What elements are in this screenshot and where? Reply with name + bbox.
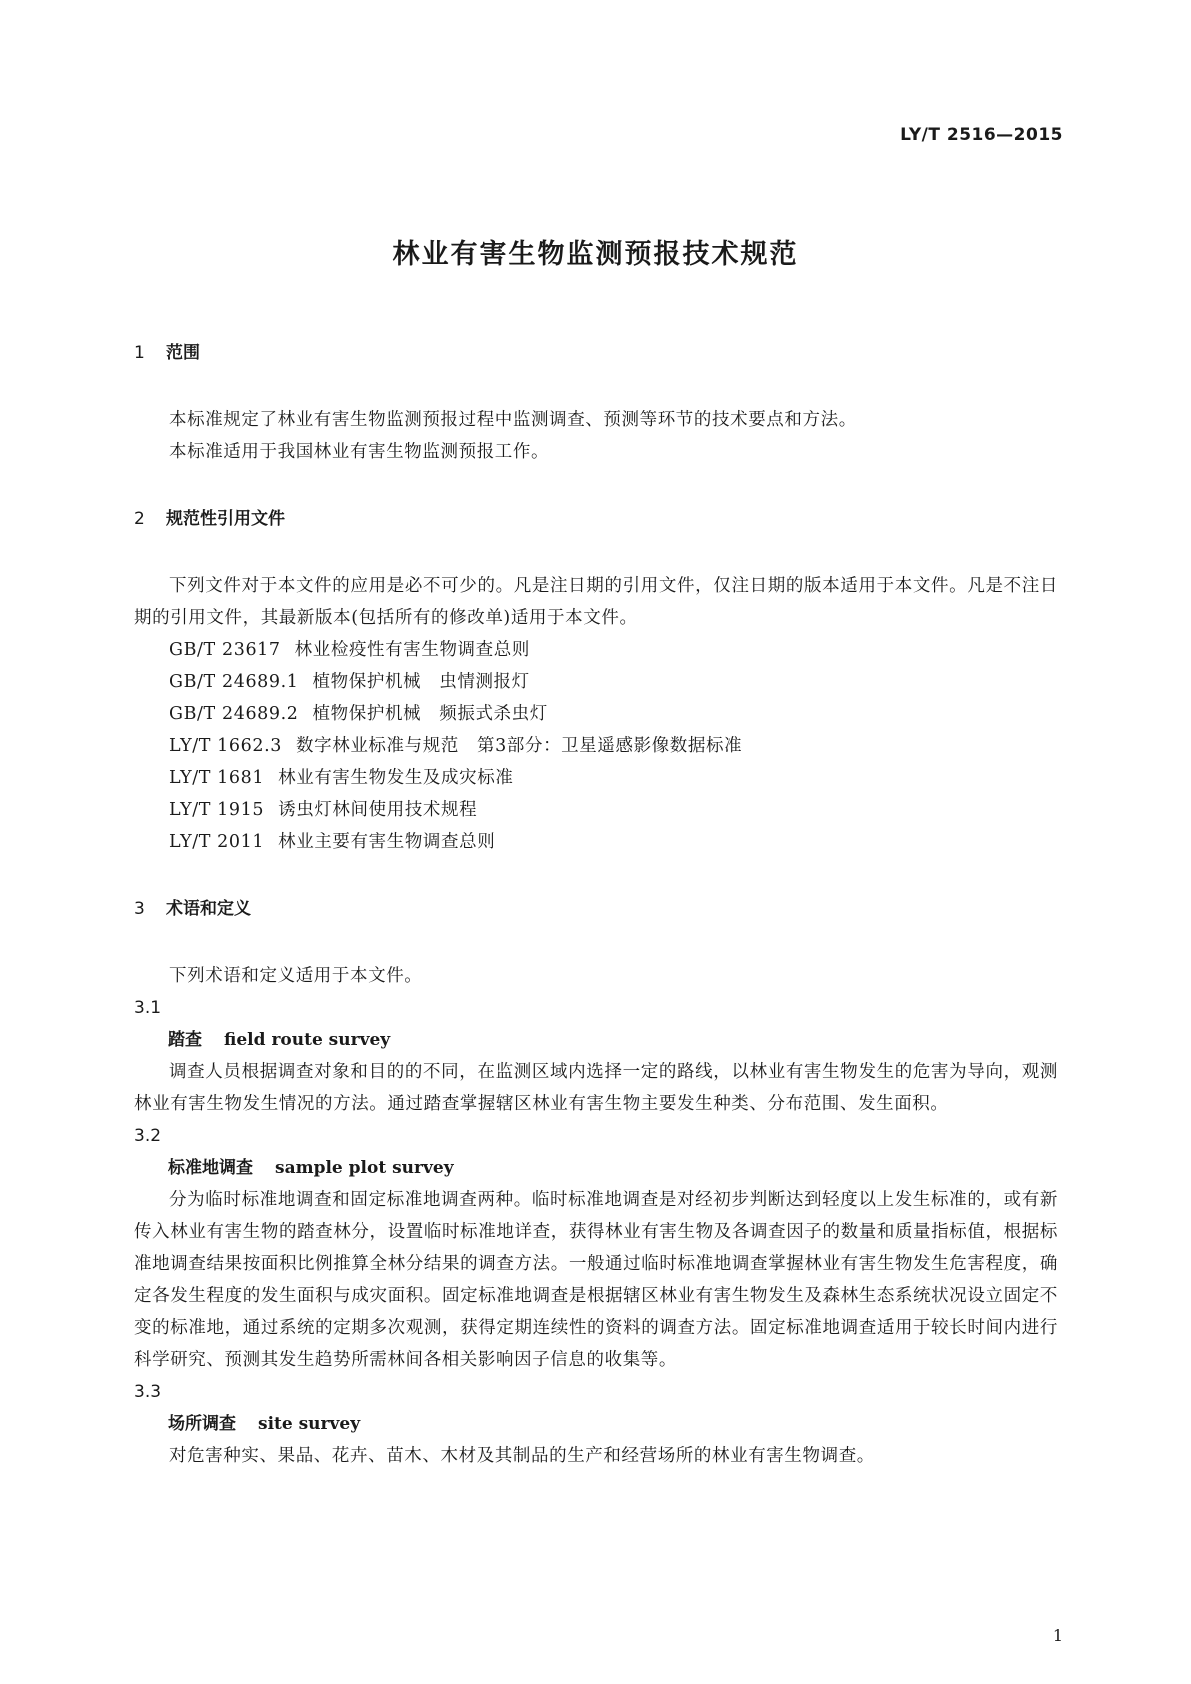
reference-name: 林业有害生物发生及成灾标准 bbox=[278, 768, 514, 788]
paragraph: 下列术语和定义适用于本文件。 bbox=[169, 966, 423, 986]
reference-name: 林业主要有害生物调查总则 bbox=[278, 832, 496, 852]
section-title: 范围 bbox=[166, 343, 200, 363]
reference-code: LY/T 2011 bbox=[169, 832, 265, 852]
term-en: sample plot survey bbox=[275, 1158, 454, 1178]
reference-name: 诱虫灯林间使用技术规程 bbox=[278, 800, 478, 820]
document-body bbox=[134, 338, 1058, 1472]
term-zh: 标准地调查 bbox=[168, 1158, 253, 1178]
reference-code: GB/T 23617 bbox=[169, 640, 281, 660]
reference-item bbox=[134, 730, 1058, 762]
term-heading bbox=[134, 1152, 1058, 1184]
section-number: 3 bbox=[134, 899, 145, 919]
term-definition: 调查人员根据调查对象和目的的不同，在监测区域内选择一定的路线，以林业有害生物发生的危害为导向，观测林业有害生物发生情况的方法。通过踏查掌握辖区林业有害生物主要发生种类、分布范围、发生面积。 bbox=[134, 1062, 1058, 1114]
term-number: 3.2 bbox=[134, 1126, 162, 1146]
term-definition: 分为临时标准地调查和固定标准地调查两种。临时标准地调查是对经初步判断达到轻度以上发生标准的，或有新传入林业有害生物的踏查林分，设置临时标准地详查，获得林业有害生物及各调查因子的数量和质量指标值，根据标准地调查结果按面积比例推算全林分结果的调查方法。一般通过临时标准地调查掌握林业有害生物发生危害程度，确定各发生程度的发生面积与成灾面积。固定标准地调查是根据辖区林业有害生物发生及森林生态系统状况设立固定不变的标准地，通过系统的定期多次观测，获得定期连续性的资料的调查方法。固定标准地调查适用于较长时间内进行科学研究、预测其发生趋势所需林间各相关影响因子信息的收集等。 bbox=[134, 1190, 1058, 1370]
term-number: 3.3 bbox=[134, 1382, 162, 1402]
reference-code: LY/T 1915 bbox=[169, 800, 265, 820]
page-number: 1 bbox=[1052, 1626, 1063, 1645]
reference-code: GB/T 24689.2 bbox=[169, 704, 299, 724]
term-number: 3.1 bbox=[134, 998, 162, 1018]
term-en: site survey bbox=[258, 1414, 361, 1434]
section-1-heading bbox=[134, 338, 1058, 368]
reference-item bbox=[134, 698, 1058, 730]
term-definition: 对危害种实、果品、花卉、苗木、木材及其制品的生产和经营场所的林业有害生物调查。 bbox=[169, 1446, 875, 1466]
section-2-heading bbox=[134, 504, 1058, 534]
section-number: 1 bbox=[134, 343, 145, 363]
reference-code: LY/T 1681 bbox=[169, 768, 265, 788]
term-heading bbox=[134, 1024, 1058, 1056]
reference-item bbox=[134, 634, 1058, 666]
term-zh: 场所调查 bbox=[168, 1414, 236, 1434]
term-en: field route survey bbox=[224, 1030, 391, 1050]
section-number: 2 bbox=[134, 509, 145, 529]
reference-code: GB/T 24689.1 bbox=[169, 672, 299, 692]
reference-item bbox=[134, 826, 1058, 858]
reference-name: 林业检疫性有害生物调查总则 bbox=[294, 640, 530, 660]
section-title: 术语和定义 bbox=[166, 899, 251, 919]
standard-code: LY/T 2516—2015 bbox=[900, 125, 1063, 145]
document-title: 林业有害生物监测预报技术规范 bbox=[392, 239, 799, 270]
paragraph: 本标准适用于我国林业有害生物监测预报工作。 bbox=[169, 442, 550, 462]
reference-code: LY/T 1662.3 bbox=[169, 736, 283, 756]
reference-item bbox=[134, 762, 1058, 794]
paragraph: 下列文件对于本文件的应用是必不可少的。凡是注日期的引用文件，仅注日期的版本适用于本文件。凡是不注日期的引用文件，其最新版本(包括所有的修改单)适用于本文件。 bbox=[134, 576, 1058, 628]
term-zh: 踏查 bbox=[168, 1030, 202, 1050]
reference-item bbox=[134, 666, 1058, 698]
term-heading bbox=[134, 1408, 1058, 1440]
reference-name: 植物保护机械 虫情测报灯 bbox=[312, 672, 530, 692]
section-3-heading bbox=[134, 894, 1058, 924]
section-title: 规范性引用文件 bbox=[166, 509, 285, 529]
reference-name: 数字林业标准与规范 第3部分：卫星遥感影像数据标准 bbox=[296, 736, 743, 756]
paragraph: 本标准规定了林业有害生物监测预报过程中监测调查、预测等环节的技术要点和方法。 bbox=[169, 410, 857, 430]
reference-item bbox=[134, 794, 1058, 826]
reference-name: 植物保护机械 频振式杀虫灯 bbox=[312, 704, 548, 724]
